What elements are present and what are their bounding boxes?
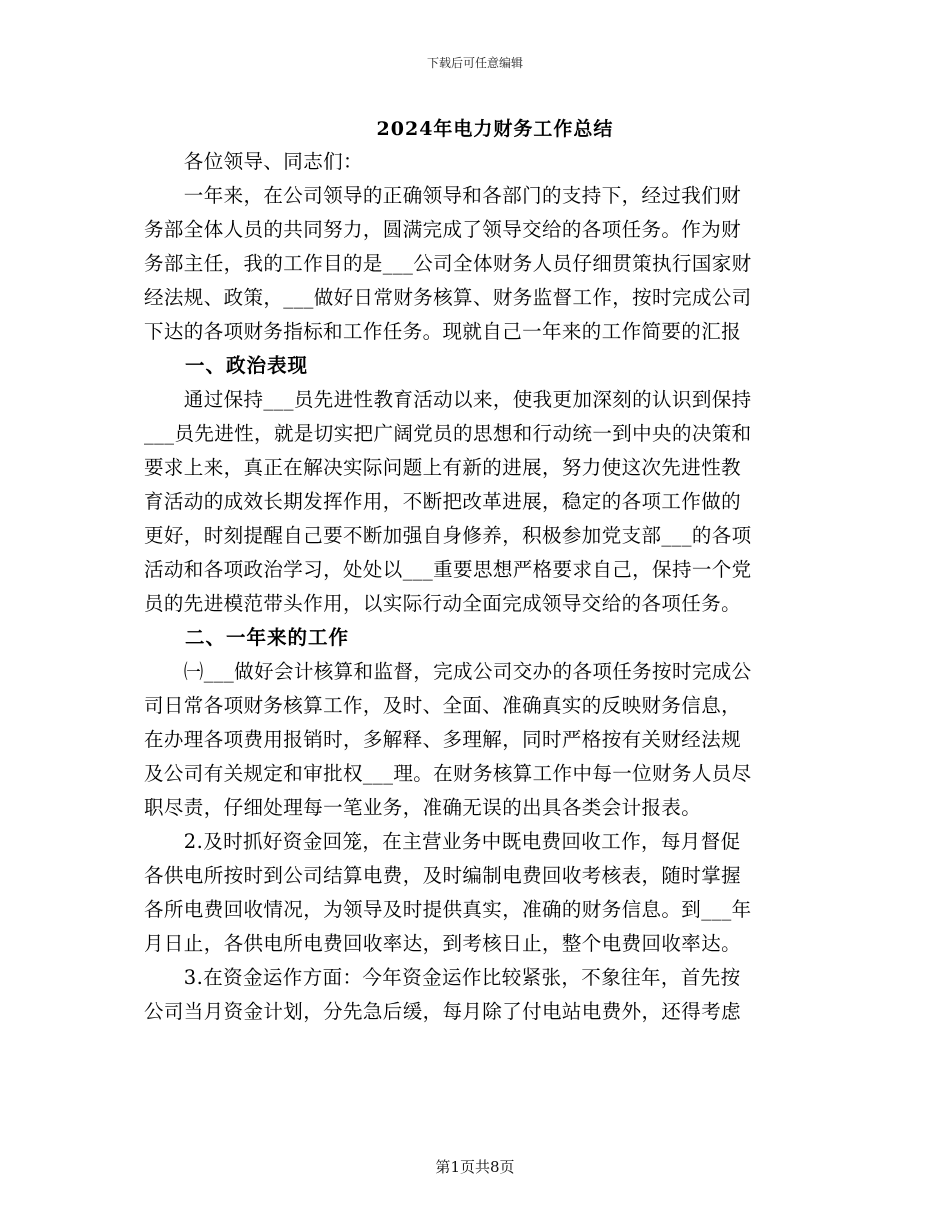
page-footer: [0, 1156, 950, 1177]
paragraph-line: 职尽责，仔细处理每一笔业务，准确无误的出具各类会计报表。: [144, 796, 702, 819]
paragraph-line: 通过保持___员先进性教育活动以来，使我更加深刻的认识到保持: [144, 388, 752, 411]
paragraph-line: ___员先进性，就是切实把广阔党员的思想和行动统一到中央的决策和: [144, 422, 752, 445]
paragraph-line: 公司当月资金计划，分先急后缓，每月除了付电站电费外，还得考虑: [144, 1000, 742, 1023]
paragraph-line: 月日止，各供电所电费回收率达，到考核日止，整个电费回收率达。: [144, 932, 742, 955]
paragraph-line: 及公司有关规定和审批权___理。在财务核算工作中每一位财务人员尽: [144, 762, 752, 785]
paragraph-line: ㈠___做好会计核算和监督，完成公司交办的各项任务按时完成公: [144, 660, 752, 683]
paragraph-line: 在办理各项费用报销时，多解释、多理解，同时严格按有关财经法规: [144, 728, 742, 751]
paragraph-line: 各位领导、同志们：: [144, 150, 363, 173]
paragraph-line: 育活动的成效长期发挥作用，不断把改革进展，稳定的各项工作做的: [144, 490, 742, 513]
header-note: 下载后可任意编辑: [426, 56, 523, 70]
footer-middle: 页共: [459, 1158, 490, 1176]
footer-suffix: 页: [499, 1158, 515, 1176]
paragraph-line: 要求上来，真正在解决实际问题上有新的进展，努力使这次先进性教: [144, 456, 742, 479]
paragraph-line: 员的先进模范带头作用，以实际行动全面完成领导交给的各项任务。: [144, 592, 742, 615]
paragraph-line: 务部主任，我的工作目的是___公司全体财务人员仔细贯策执行国家财: [144, 252, 752, 275]
section-heading: 一、政治表现: [144, 354, 309, 377]
paragraph-line: 一年来，在公司领导的正确领导和各部门的支持下，经过我们财: [144, 184, 742, 207]
section-heading: 二、一年来的工作: [144, 626, 350, 649]
footer-prefix: 第: [435, 1158, 451, 1176]
footer-total-pages: 8: [490, 1158, 500, 1176]
paragraph-line: 2.及时抓好资金回笼，在主营业务中既电费回收工作，每月督促: [144, 830, 741, 853]
paragraph-line: 下达的各项财务指标和工作任务。现就自己一年来的工作简要的汇报: [144, 320, 742, 343]
paragraph-line: 司日常各项财务核算工作，及时、全面、准确真实的反映财务信息，: [144, 694, 742, 717]
paragraph-line: 3.在资金运作方面：今年资金运作比较紧张，不象往年，首先按: [144, 966, 741, 989]
paragraph-line: 务部全体人员的共同努力，圆满完成了领导交给的各项任务。作为财: [144, 218, 742, 241]
paragraph-line: 活动和各项政治学习，处处以___重要思想严格要求自己，保持一个党: [144, 558, 752, 581]
document-title: 2024年电力财务工作总结: [376, 118, 614, 140]
paragraph-line: 各供电所按时到公司结算电费，及时编制电费回收考核表，随时掌握: [144, 864, 742, 887]
paragraph-line: 经法规、政策，___做好日常财务核算、财务监督工作，按时完成公司: [144, 286, 752, 309]
footer-page-number: 1: [450, 1158, 460, 1176]
paragraph-line: 各所电费回收情况，为领导及时提供真实，准确的财务信息。到___年: [144, 898, 752, 921]
paragraph-line: 更好，时刻提醒自己要不断加强自身修养，积极参加党支部___的各项: [144, 524, 752, 547]
document-body: [144, 145, 810, 1029]
